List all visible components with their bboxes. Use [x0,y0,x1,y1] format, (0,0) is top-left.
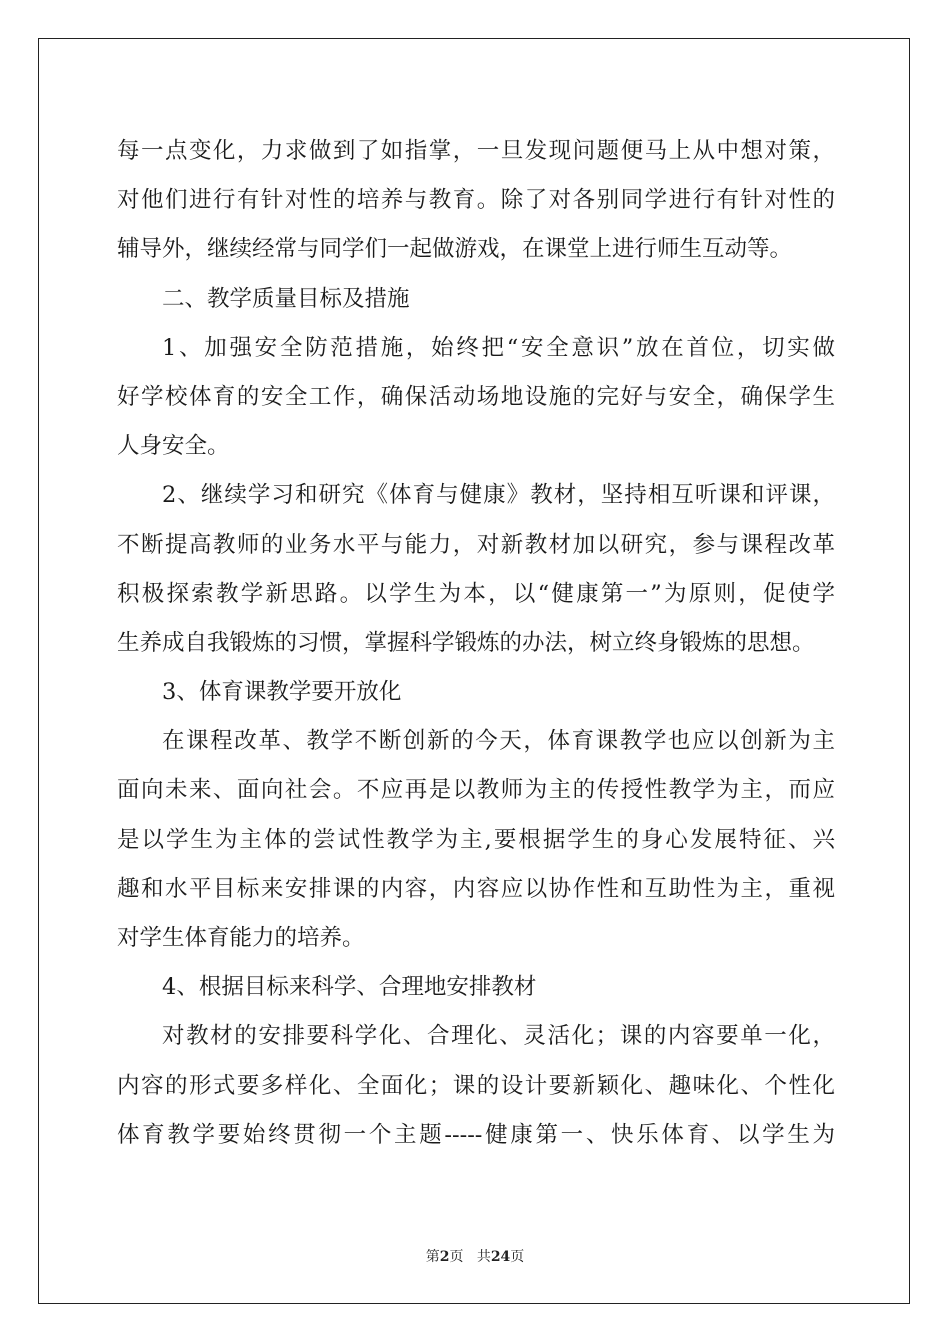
text-line: 人身安全。 [117,433,230,460]
text-line: 对教材的安排要科学化、合理化、灵活化；课的内容要单一化， [162,1023,835,1050]
text-line: 每一点变化，力求做到了如指掌，一旦发现问题便马上从中想对策， [117,138,835,164]
text-line: 4、根据目标来科学、合理地安排教材 [162,974,537,1001]
text-line: 二、教学质量目标及措施 [162,285,410,312]
text-line: 对学生体育能力的培养。 [117,925,365,951]
text-line: 2、继续学习和研究《体育与健康》教材，坚持相互听课和评课， [162,482,835,509]
text-line: 面向未来、面向社会。不应再是以教师为主的传授性教学为主，而应 [117,777,835,804]
footer-total-pages: 24 [490,1249,511,1265]
text-line: 辅导外，继续经常与同学们一起做游戏，在课堂上进行师生互动等。 [117,236,793,263]
text-line: 趣和水平目标来安排课的内容，内容应以协作性和互助性为主，重视 [117,875,835,902]
text-line: 在课程改革、教学不断创新的今天，体育课教学也应以创新为主 [162,728,835,755]
text-line: 体育教学要始终贯彻一个主题-----健康第一、快乐体育、以学生为 [117,1121,835,1148]
footer-page-suffix: 页 [449,1249,464,1265]
page-footer [0,1246,950,1266]
text-line: 对他们进行有针对性的培养与教育。除了对各别同学进行有针对性的 [117,187,835,214]
text-line: 生养成自我锻炼的习惯，掌握科学锻炼的办法，树立终身锻炼的思想。 [117,629,815,656]
document-body [117,127,835,1160]
text-line: 内容的形式要多样化、全面化；课的设计要新颖化、趣味化、个性化 [117,1072,835,1099]
text-line: 不断提高教师的业务水平与能力，对新教材加以研究，参与课程改革 [117,531,835,558]
text-line: 积极探索教学新思路。以学生为本，以“健康第一”为原则，促使学 [117,580,835,607]
footer-total-suffix: 页 [510,1249,525,1265]
footer-total-prefix: 共 [476,1249,491,1265]
text-line: 1、加强安全防范措施，始终把“安全意识”放在首位，切实做 [162,334,835,361]
footer-prefix: 第 [425,1249,440,1265]
text-line: 是以学生为主体的尝试性教学为主,要根据学生的身心发展特征、兴 [117,826,835,853]
text-line: 3、体育课教学要开放化 [162,679,402,706]
footer-page-number: 2 [439,1249,450,1265]
text-line: 好学校体育的安全工作，确保活动场地设施的完好与安全，确保学生 [117,383,835,410]
